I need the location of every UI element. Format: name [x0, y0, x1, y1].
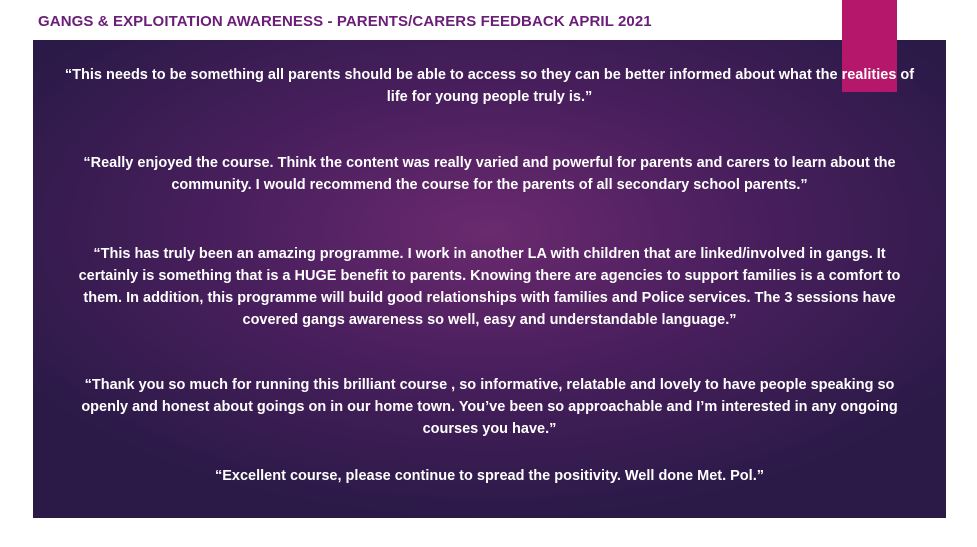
slide-title: GANGS & EXPLOITATION AWARENESS - PARENTS/CARERS FEEDBACK APRIL 2021 [38, 13, 652, 30]
feedback-quote-1: “This needs to be something all parents should be able to access so they can be better informed about what the realities of life for young people truly is.” [64, 67, 915, 105]
feedback-quote-4: “Thank you so much for running this brilliant course , so informative, relatable and lovely to have people speaking so openly and honest about goings on in our home town. You’ve been so approachable and I’m interested in any ongoing courses you have.” [81, 377, 898, 437]
feedback-quote-3: “This has truly been an amazing programme. I work in another LA with children that are linked/involved in gangs. It certainly is something that is a HUGE benefit to parents. Knowing there are agencies to support families is a comfort to them. In addition, this programme will build good relationships with families and Police services. The 3 sessions have covered gangs awareness so well, easy and understandable language.” [78, 246, 901, 328]
feedback-quote-2: “Really enjoyed the course. Think the content was really varied and powerful for parents and carers to learn about the community. I would recommend the course for the parents of all secondary school parents.” [83, 155, 896, 193]
quotes-container [33, 40, 946, 518]
feedback-quote-5: “Excellent course, please continue to spread the positivity. Well done Met. Pol.” [215, 468, 764, 484]
